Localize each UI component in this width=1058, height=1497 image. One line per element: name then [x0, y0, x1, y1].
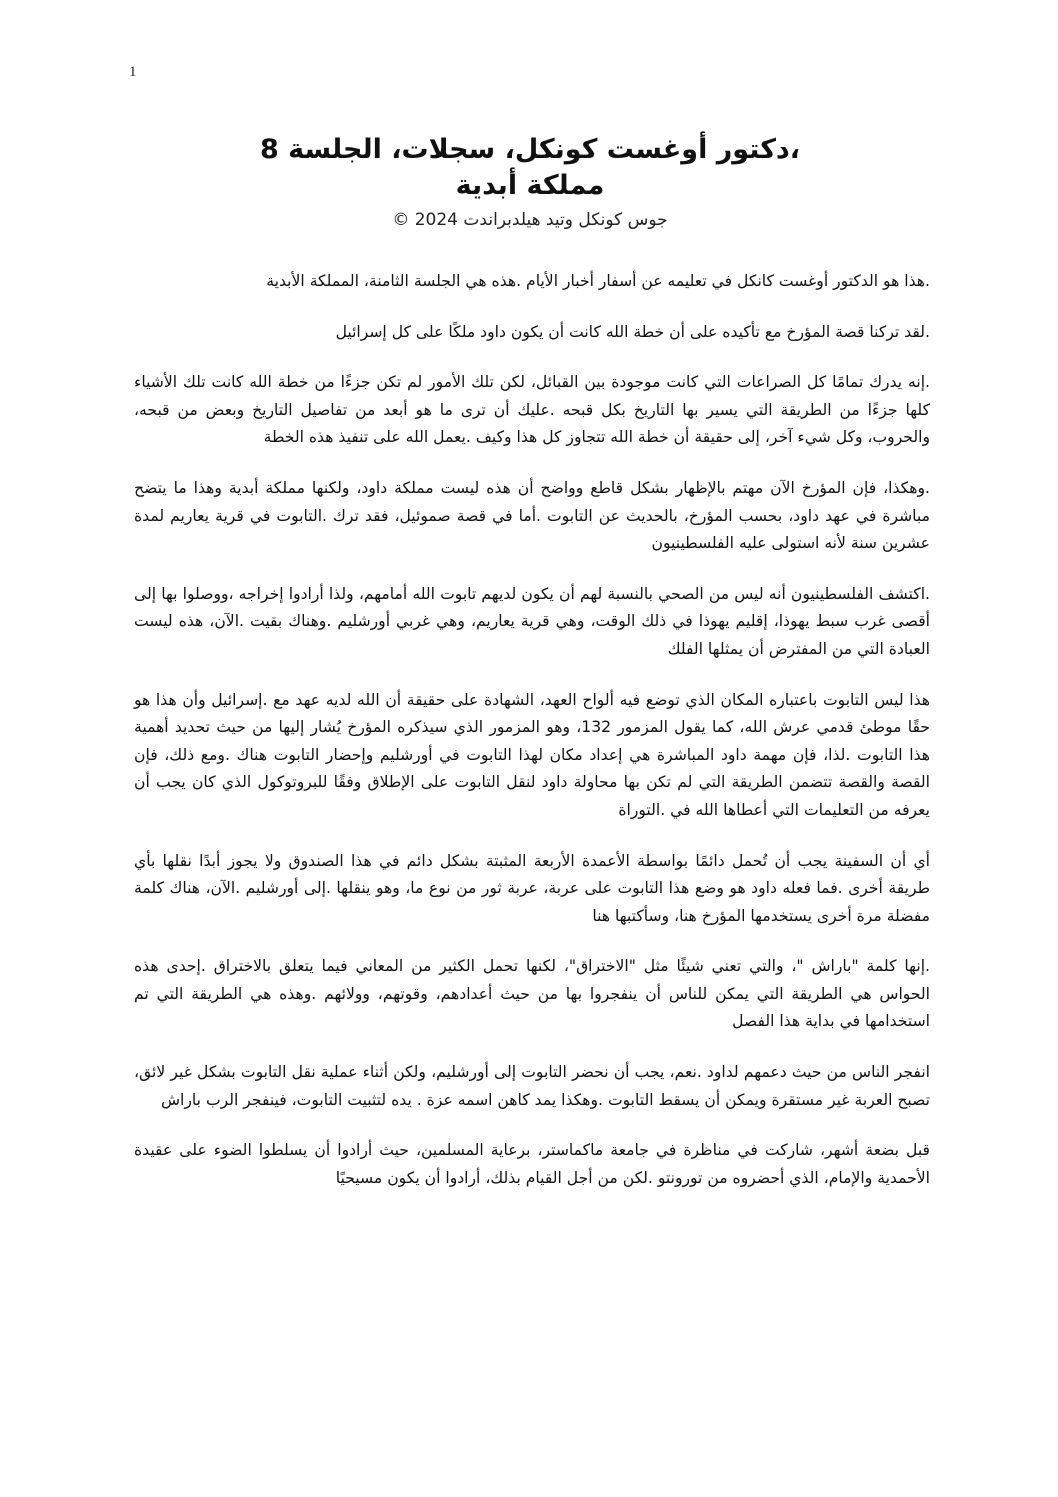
copyright-line: جوس كونكل وتيد هيلدبراندت 2024 © — [392, 210, 668, 230]
paragraph-3: .إنه يدرك تمامًا كل الصراعات التي كانت موجودة بين القبائل، لكن تلك الأمور لم تكن جزءًا من خطة الله كانت تلك الأشياء كلها جزءًا من الطريقة التي يسير بها التاريخ بكل قبحه .عليك أن ترى ما هو أبعد من تفاصيل التاريخ وبعض من قبحه، والحروب، وكل شيء آخر، إلى حقيقة أن خطة الله تتجاوز كل هذا وكيف .يعمل الله على تنفيذ هذه الخطة — [134, 373, 930, 447]
paragraph-8: .إنها كلمة "باراش "، والتي تعني شيئًا مثل "الاختراق"، لكنها تحمل الكثير من المعاني فيما يتعلق بالاختراق .إحدى هذه الحواس هي الطريقة التي يمكن للناس أن ينفجروا بها من حيث أعدادهم، وقوتهم، وولائهم .وهذه هي الطريقة التي تم استخدامها في بداية هذا الفصل — [134, 957, 930, 1031]
document-subtitle: مملكة أبدية — [455, 170, 605, 201]
paragraph-5: .اكتشف الفلسطينيون أنه ليس من الصحي بالنسبة لهم أن يكون لديهم تابوت الله أمامهم، ولذا أرادوا إخراجه ،ووصلوا بها إلى أقصى غرب سبط يهوذا، إقليم يهوذا في ذلك الوقت، وهي قرية يعاريم، وهي غربي أورشليم .وهناك بقيت .الآن، هذه ليست العبادة التي من المفترض أن يمثلها الفلك — [134, 584, 930, 658]
page-number: 1 — [129, 64, 137, 80]
document-title: ،دكتور أوغست كونكل، سجلات، الجلسة 8 — [259, 134, 801, 165]
paragraph-7: أي أن السفينة يجب أن تُحمل دائمًا بواسطة الأعمدة الأربعة المثبتة بشكل دائم في هذا الصندوق ولا يجوز أبدًا نقلها بأي طريقة أخرى .فما فعله داود هو وضع هذا التابوت على عربة، عربة ثور من نوع ما، وهو ينقلها .إلى أورشليم .الآن، هناك كلمة مفضلة مرة أخرى يستخدمها المؤرخ هنا، وسأكتبها هنا — [134, 851, 930, 925]
paragraph-10: قبل بضعة أشهر، شاركت في مناظرة في جامعة ماكماستر، برعاية المسلمين، حيث أرادوا أن يسلطوا الضوء على عقيدة الأحمدية والإمام، الذي أحضروه من تورونتو .لكن من أجل القيام بذلك، أرادوا أن يكون مسيحيًا — [134, 1141, 930, 1187]
paragraph-9: انفجر الناس من حيث دعمهم لداود .نعم، يجب أن نحضر التابوت إلى أورشليم، ولكن أثناء عملية نقل التابوت بشكل غير لائق، تصبح العربة غير مستقرة ويمكن أن يسقط التابوت .وهكذا يمد كاهن اسمه عزة . يده لتثبيت التابوت، فينفجر الرب باراش — [134, 1063, 930, 1109]
paragraph-2: .لقد تركنا قصة المؤرخ مع تأكيده على أن خطة الله كانت أن يكون داود ملكًا على كل إسرائيل — [335, 322, 930, 341]
paragraph-1: .هذا هو الدكتور أوغست كانكل في تعليمه عن أسفار أخبار الأيام .هذه هي الجلسة الثامنة، المملكة الأبدية — [266, 272, 930, 290]
paragraph-4: .وهكذا، فإن المؤرخ الآن مهتم بالإظهار بشكل قاطع وواضح أن هذه ليست مملكة داود، ولكنها مملكة أبدية وهذا ما يتضح مباشرة في عهد داود، بحسب المؤرخ، بالحديث عن التابوت .أما في قصة صموئيل، فقد ترك .التابوت في قرية يعاريم لمدة عشرين سنة لأنه استولى عليه الفلسطينيون — [134, 478, 930, 553]
paragraph-6: هذا ليس التابوت باعتباره المكان الذي توضع فيه ألواح العهد، الشهادة على حقيقة أن الله لديه عهد مع .إسرائيل وأن هذا هو حقًا موطئ قدمي عرش الله، كما يقول المزمور 132، وهو المزمور الذي سيذكره المؤرخ يُشار إليها من حيث تحديد أهمية هذا التابوت .لذا، فإن مهمة داود المباشرة هي إعداد مكان لهذا التابوت في أورشليم وإحضار التابوت هناك .ومع ذلك، فإن القصة والقصة تتضمن الطريقة التي لم تكن بها محاولة داود لنقل التابوت على الإطلاق وفقًا للبروتوكول الذي كان يجب أن يعرفه من التعليمات التي أعطاها الله في .التوراة — [134, 690, 930, 819]
document-body — [134, 268, 930, 1215]
document-header — [130, 132, 930, 232]
